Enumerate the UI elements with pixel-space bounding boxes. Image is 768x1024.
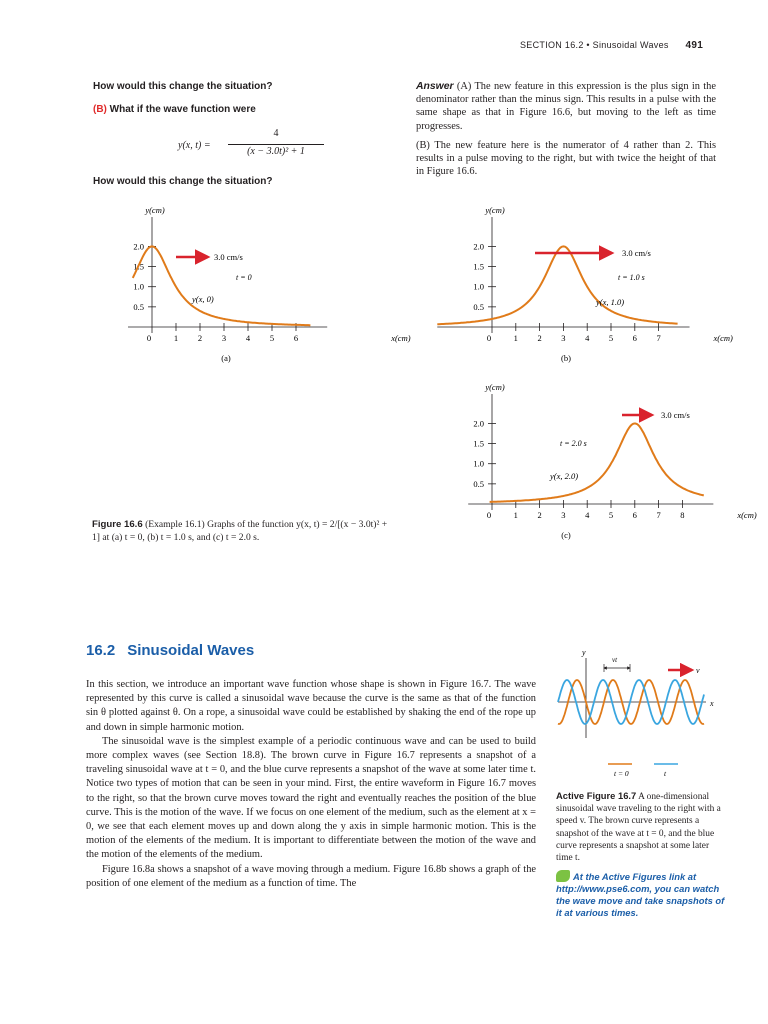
x-tick-label: 5 — [608, 510, 614, 520]
part-b-label: (B) — [93, 104, 107, 115]
page-number: 491 — [685, 40, 704, 51]
y-tick-label: 2.0 — [473, 418, 484, 429]
legend-t0: t = 0 — [614, 769, 629, 778]
speed-label: 3.0 cm/s — [622, 248, 651, 258]
eq-lhs: y(x, t) = — [178, 140, 211, 151]
curve-label: y(x, 2.0) — [550, 471, 579, 481]
pulse-curve — [490, 424, 704, 502]
x-tick-label: 2 — [537, 510, 542, 520]
x-tick-label: 7 — [656, 333, 661, 343]
question-1: How would this change the situation? — [93, 81, 273, 92]
time-label: t = 1.0 s — [618, 273, 645, 282]
x-tick-label: 0 — [486, 510, 492, 520]
y-axis-label: y — [582, 648, 586, 657]
figure-16-6-label: Figure 16.6 — [92, 519, 143, 530]
panel-label: (a) — [221, 353, 231, 363]
figure-16-7-label: Active Figure 16.7 — [556, 790, 637, 801]
header-section: SECTION 16.2 • Sinusoidal Waves — [520, 40, 669, 50]
x-tick-label: 3 — [561, 333, 566, 343]
y-tick-label: 1.0 — [133, 281, 144, 292]
y-tick-label: 2.0 — [133, 241, 144, 252]
graph-panel-c — [468, 382, 757, 540]
x-tick-label: 2 — [197, 333, 203, 343]
speed-label: 3.0 cm/s — [661, 410, 690, 420]
x-tick-label: 6 — [293, 333, 299, 343]
panel-label: (c) — [561, 530, 571, 540]
x-tick-label: 4 — [585, 510, 590, 520]
x-tick-label: 6 — [632, 510, 637, 520]
figure-16-7-text: A one-dimensional sinusoidal wave traveling to the right with a speed v. The brown curve represents a snapshot of the wave at t = 0, and the blue curve represents a snapshot at some later time t. — [556, 792, 721, 864]
x-tick-label: 4 — [585, 333, 590, 343]
figure-16-7-sidebar — [556, 790, 726, 919]
x-tick-label: 0 — [146, 333, 152, 343]
x-tick-label: 3 — [561, 510, 566, 520]
x-tick-label: 1 — [513, 510, 518, 520]
eq-denominator: (x − 3.0t)² + 1 — [247, 146, 305, 157]
v-label: v — [696, 666, 700, 675]
active-figure-icon — [556, 870, 570, 882]
answer-a-text: (A) The new feature in this expression is the plus sign in the denominator rather than the minus sign. This results in a pulse with the same shape as that in Figure 16.6, but moving to the left as time progresses. — [416, 81, 716, 132]
figure-16-7-diagram — [556, 646, 726, 786]
section-title: Sinusoidal Waves — [127, 642, 255, 659]
curve-label: y(x, 0) — [192, 294, 214, 304]
legend-t: t — [664, 769, 667, 778]
y-tick-label: 1.5 — [473, 261, 484, 272]
graph-panel-a — [128, 205, 411, 363]
answer-label: Answer — [416, 81, 454, 92]
question-2: How would this change the situation? — [93, 176, 273, 187]
graph-panel-b — [437, 205, 733, 363]
y-axis-label: y(cm) — [145, 205, 165, 215]
figure-16-6-text: (Example 16.1) Graphs of the function y(x, t) = 2/[(x − 3.0t)² + 1] at (a) t = 0, (b) t = 1.0 s, and (c) t = 2.0 s. — [92, 519, 388, 543]
time-label: t = 2.0 s — [560, 439, 587, 448]
x-tick-label: 5 — [269, 333, 275, 343]
time-label: t = 0 — [236, 273, 252, 282]
active-figures-link[interactable] — [556, 870, 726, 919]
x-tick-label: 1 — [513, 333, 518, 343]
answer-b: (B) The new feature here is the numerator of 4 rather than 2. This results in a pulse moving to the right, but with twice the height of that in Figure 16.6. — [416, 139, 716, 178]
x-tick-label: 3 — [221, 333, 227, 343]
y-tick-label: 2.0 — [473, 241, 484, 252]
x-axis-label: x — [710, 699, 714, 708]
figure-16-7-caption — [556, 790, 726, 864]
curve-label: y(x, 1.0) — [596, 297, 625, 307]
figure-16-6-caption — [92, 518, 392, 544]
y-tick-label: 1.0 — [473, 458, 484, 469]
panel-label: (b) — [561, 353, 571, 363]
part-b-text: What if the wave function were — [109, 104, 256, 115]
paragraph-2: The sinusoidal wave is the simplest example of a periodic continuous wave and can be used to build more complex waves (see Section 18.8). The brown curve in Figure 16.7 represents a snapshot of a traveling sinusoidal wave at t = 0, and the blue curve represents a snapshot of the wave at some later time t. Notice two types of motion that can be seen in your mind. First, the entire waveform in Figure 16.7 moves to the right, so that the brown curve moves toward the right and eventually reaches the position of the blue curve. This is the motion of the wave. If we focus on one element of the medium, such as the element at x = 0, we see that each element moves up and down along the y axis in simple harmonic motion. This is the motion of the elements of the medium. It is important to differentiate between the motion of the wave and the motion of the elements of the medium. — [86, 735, 536, 861]
y-tick-label: 0.5 — [133, 301, 144, 312]
eq-numerator: 4 — [273, 128, 279, 139]
y-axis-label: y(cm) — [485, 382, 505, 392]
y-tick-label: 1.5 — [133, 261, 144, 272]
y-tick-label: 0.5 — [473, 301, 484, 312]
x-tick-label: 4 — [245, 333, 251, 343]
paragraph-3: Figure 16.8a shows a snapshot of a wave moving through a medium. Figure 16.8b shows a graph of the position of one element of the medium as a function of time. The — [86, 863, 536, 889]
x-tick-label: 2 — [537, 333, 542, 343]
active-figures-text[interactable]: At the Active Figures link at http://www.pse6.com, you can watch the wave move and take snapshots of it at various times. — [556, 871, 725, 919]
paragraph-1: In this section, we introduce an important wave function whose shape is shown in Figure 16.7. The wave represented by this curve is called a sinusoidal wave because the curve is the same as that of the function sin θ plotted against θ. On a rope, a sinusoidal wave could be established by shaking the end of the rope up and down in simple harmonic motion. — [86, 679, 536, 733]
x-axis-label: x(cm) — [391, 333, 411, 343]
y-tick-label: 1.5 — [473, 438, 484, 449]
section-number: 16.2 — [86, 642, 116, 659]
y-tick-label: 1.0 — [473, 281, 484, 292]
body-text — [86, 678, 536, 891]
x-tick-label: 6 — [632, 333, 637, 343]
y-axis-label: y(cm) — [485, 205, 505, 215]
x-tick-label: 1 — [173, 333, 179, 343]
x-tick-label: 5 — [608, 333, 614, 343]
vt-label: vt — [612, 656, 618, 664]
x-tick-label: 7 — [656, 510, 661, 520]
section-heading — [86, 642, 266, 659]
x-axis-label: x(cm) — [713, 333, 733, 343]
x-tick-label: 0 — [486, 333, 492, 343]
x-axis-label: x(cm) — [737, 510, 757, 520]
y-tick-label: 0.5 — [473, 478, 484, 489]
x-tick-label: 8 — [680, 510, 685, 520]
speed-label: 3.0 cm/s — [214, 252, 243, 262]
